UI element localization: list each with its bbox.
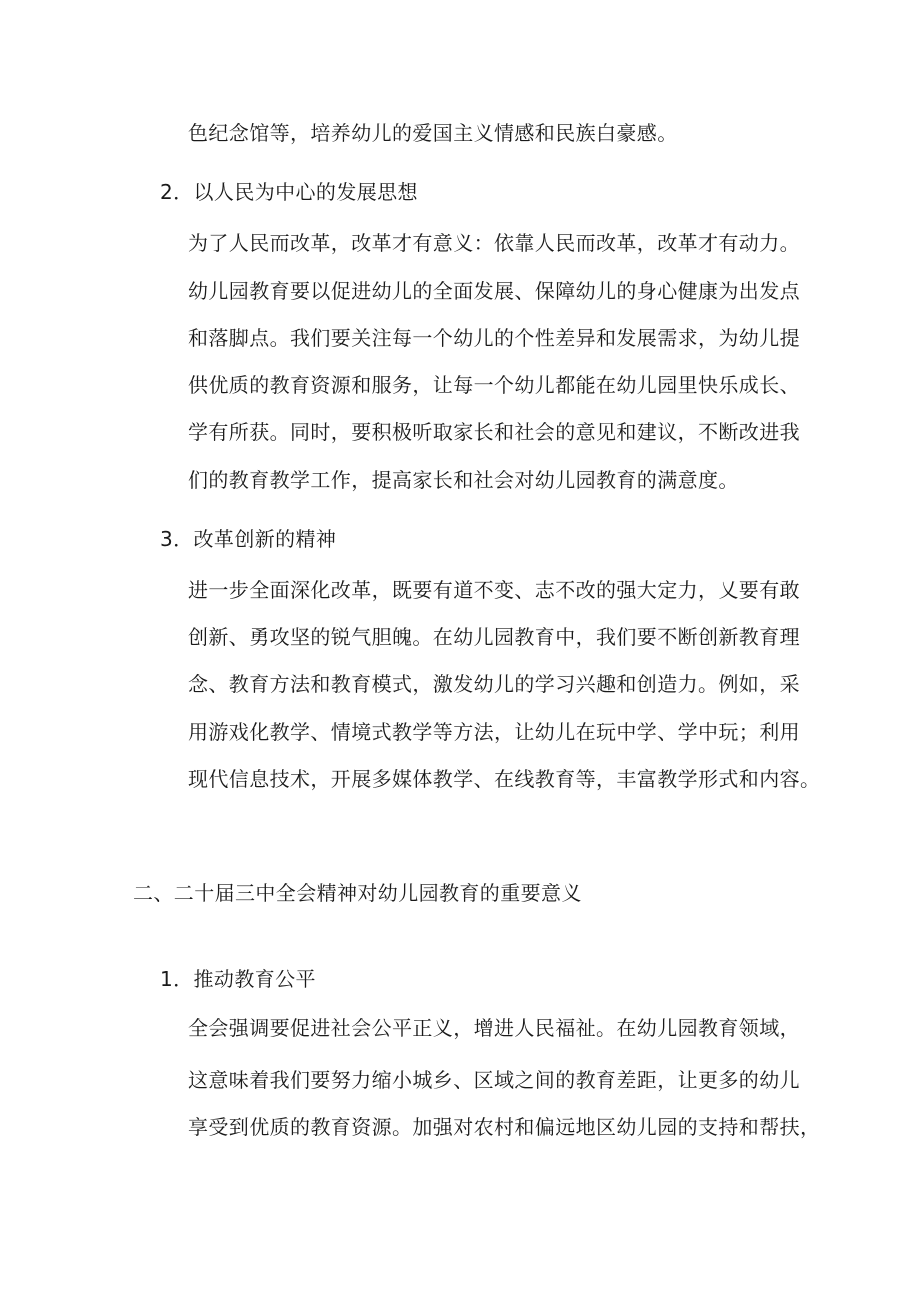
paragraph-line: 和落脚点。我们要关注每一个幼儿的个性差异和发展需求，为幼儿提 xyxy=(188,326,800,350)
paragraph-line: 全会强调要促进社会公平正义，增进人民福祉。在幼儿园教育领域， xyxy=(188,1016,800,1040)
section-heading: 二、二十届三中全会精神对幼儿园教育的重要意义 xyxy=(133,881,582,905)
paragraph-line: 念、教育方法和教育模式，激发幼儿的学习兴趣和创造力。例如，采 xyxy=(188,672,800,696)
paragraph-line: 用游戏化教学、情境式教学等方法，让幼儿在玩中学、学中玩；利用 xyxy=(188,720,800,744)
item-heading: 2．以人民为中心的发展思想 xyxy=(160,180,418,204)
continuation-line: 色纪念馆等，培养幼儿的爱国主义情感和民族白豪感。 xyxy=(188,121,678,145)
paragraph-line: 创新、勇攻坚的锐气胆魄。在幼儿园教育中，我们要不断创新教育理 xyxy=(188,625,800,649)
paragraph-line: 学有所获。同时，要积极听取家长和社会的意见和建议，不断改进我 xyxy=(188,420,800,444)
paragraph-line: 现代信息技术，开展多媒体教学、在线教育等，丰富教学形式和内容。 xyxy=(188,767,821,791)
paragraph-line: 进一步全面深化改革，既要有道不变、志不改的强大定力，乂要有敢 xyxy=(188,578,800,602)
paragraph-line: 这意味着我们要努力缩小城乡、区域之间的教育差距，让更多的幼儿 xyxy=(188,1068,800,1092)
paragraph-line: 供优质的教育资源和服务，让每一个幼儿都能在幼儿园里快乐成长、 xyxy=(188,373,800,397)
paragraph-line: 享受到优质的教育资源。加强对农村和偏远地区幼儿园的支持和帮扶， xyxy=(188,1115,821,1139)
item-heading: 3．改革创新的精神 xyxy=(160,527,337,551)
paragraph-line: 幼儿园教育要以促进幼儿的全面发展、保障幼儿的身心健康为出发点 xyxy=(188,279,800,303)
item-heading: 1．推动教育公平 xyxy=(160,967,316,991)
paragraph-line: 为了人民而改革，改革才有意义：依靠人民而改革，改革才有动力。 xyxy=(188,231,800,255)
paragraph-line: 们的教育教学工作，提高家长和社会对幼儿园教育的满意度。 xyxy=(188,468,739,492)
